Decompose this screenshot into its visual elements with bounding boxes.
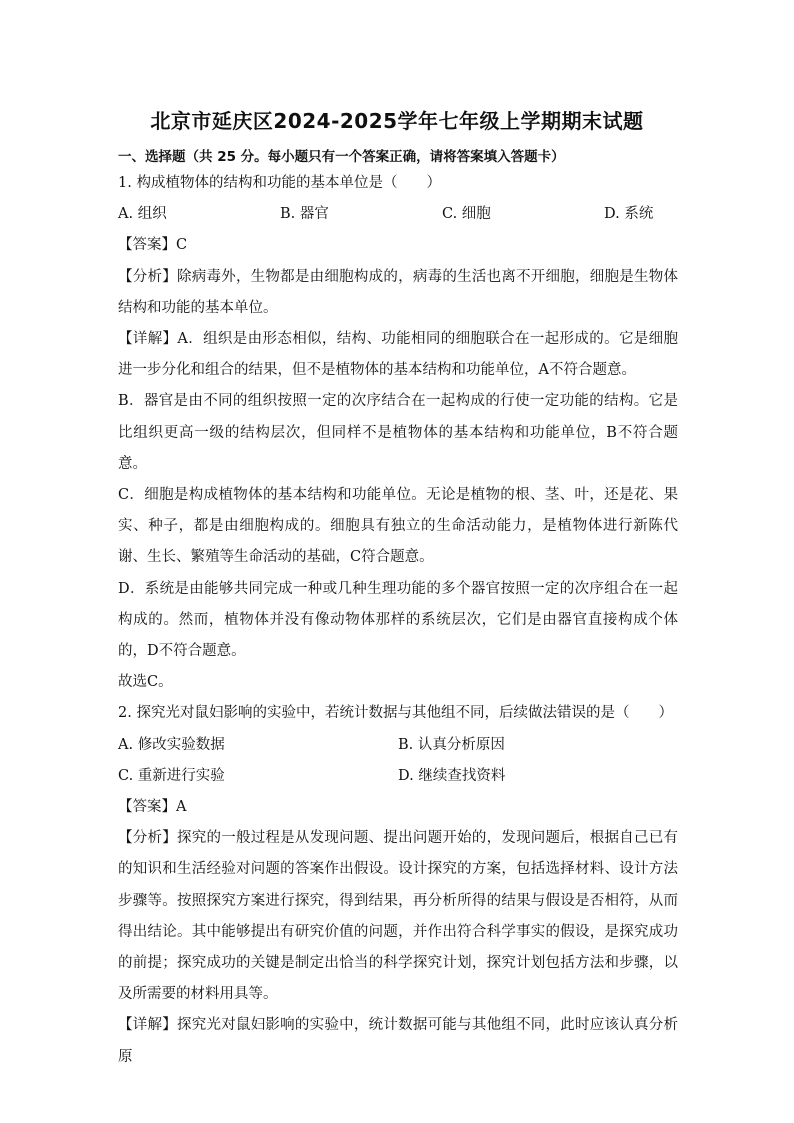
q1-detail-c: C．细胞是构成植物体的基本结构和功能单位。无论是植物的根、茎、叶，还是花、果实、种子，都是由细胞构成的。细胞具有独立的生命活动能力，是植物体进行新陈代谢、生长、繁殖等生命活动的基础，C符合题意。 [118, 487, 678, 566]
question-1: 1. 构成植物体的结构和功能的基本单位是（ ） [118, 175, 441, 191]
q1-answer: 【答案】C [118, 237, 188, 254]
q1-option-d: D. 系统 [604, 206, 654, 223]
q1-option-b: B. 器官 [280, 206, 329, 223]
q1-detail-d: D．系统是由能够共同完成一种或几种生理功能的多个器官按照一定的次序组合在一起构成的。然而，植物体并没有像动物体那样的系统层次，它们是由器官直接构成个体的，D不符合题意。 [118, 580, 678, 660]
q1-option-c: C. 细胞 [442, 206, 491, 223]
q1-option-a: A. 组织 [118, 206, 167, 223]
question-2: 2. 探究光对鼠妇影响的实验中，若统计数据与其他组不同，后续做法错误的是（ ） [118, 705, 673, 722]
q2-option-b: B. 认真分析原因 [398, 736, 505, 753]
page-title: 北京市延庆区2024-2025学年七年级上学期期末试题 [150, 109, 644, 133]
q2-option-a: A. 修改实验数据 [118, 736, 225, 753]
q2-option-c: C. 重新进行实验 [118, 767, 225, 784]
q1-detail-b: B．器官是由不同的组织按照一定的次序结合在一起构成的行使一定功能的结构。它是比组织更高一级的结构层次，但同样不是植物体的基本结构和功能单位，B不符合题意。 [118, 393, 678, 472]
section-heading: 一、选择题（共 25 分。每小题只有一个答案正确，请将答案填入答题卡） [118, 149, 565, 165]
q2-analysis: 【分析】探究的一般过程是从发现问题、提出问题开始的，发现问题后，根据自己已有的知识和生活经验对问题的答案作出假设。设计探究的方案，包括选择材料、设计方法步骤等。按照探究方案进行探究，得到结果，再分析所得的结果与假设是否相符，从而得出结论。其中能够提出有研究价值的问题，并作出符合科学事实的假设，是探究成功的前提；探究成功的关键是制定出恰当的科学探究计划，探究计划包括方法和步骤，以及所需要的材料用具等。 [118, 830, 678, 1003]
q1-analysis: 【分析】除病毒外，生物都是由细胞构成的，病毒的生活也离不开细胞，细胞是生物体结构和功能的基本单位。 [118, 268, 678, 316]
question-2-options-row-1 [118, 730, 678, 761]
q1-conclusion: 故选C。 [118, 674, 173, 691]
exam-content [118, 168, 678, 1073]
question-1-options [118, 199, 678, 230]
q2-option-d: D. 继续查找资料 [398, 767, 506, 784]
q2-detail: 【详解】探究光对鼠妇影响的实验中，统计数据可能与其他组不同，此时应该认真分析原 [118, 1017, 678, 1065]
q1-detail-a: 【详解】A．组织是由形态相似，结构、功能相同的细胞联合在一起形成的。它是细胞进一步分化和组合的结果，但不是植物体的基本结构和功能单位，A不符合题意。 [118, 331, 678, 379]
q2-answer: 【答案】A [118, 799, 187, 816]
question-2-options-row-2 [118, 761, 678, 792]
